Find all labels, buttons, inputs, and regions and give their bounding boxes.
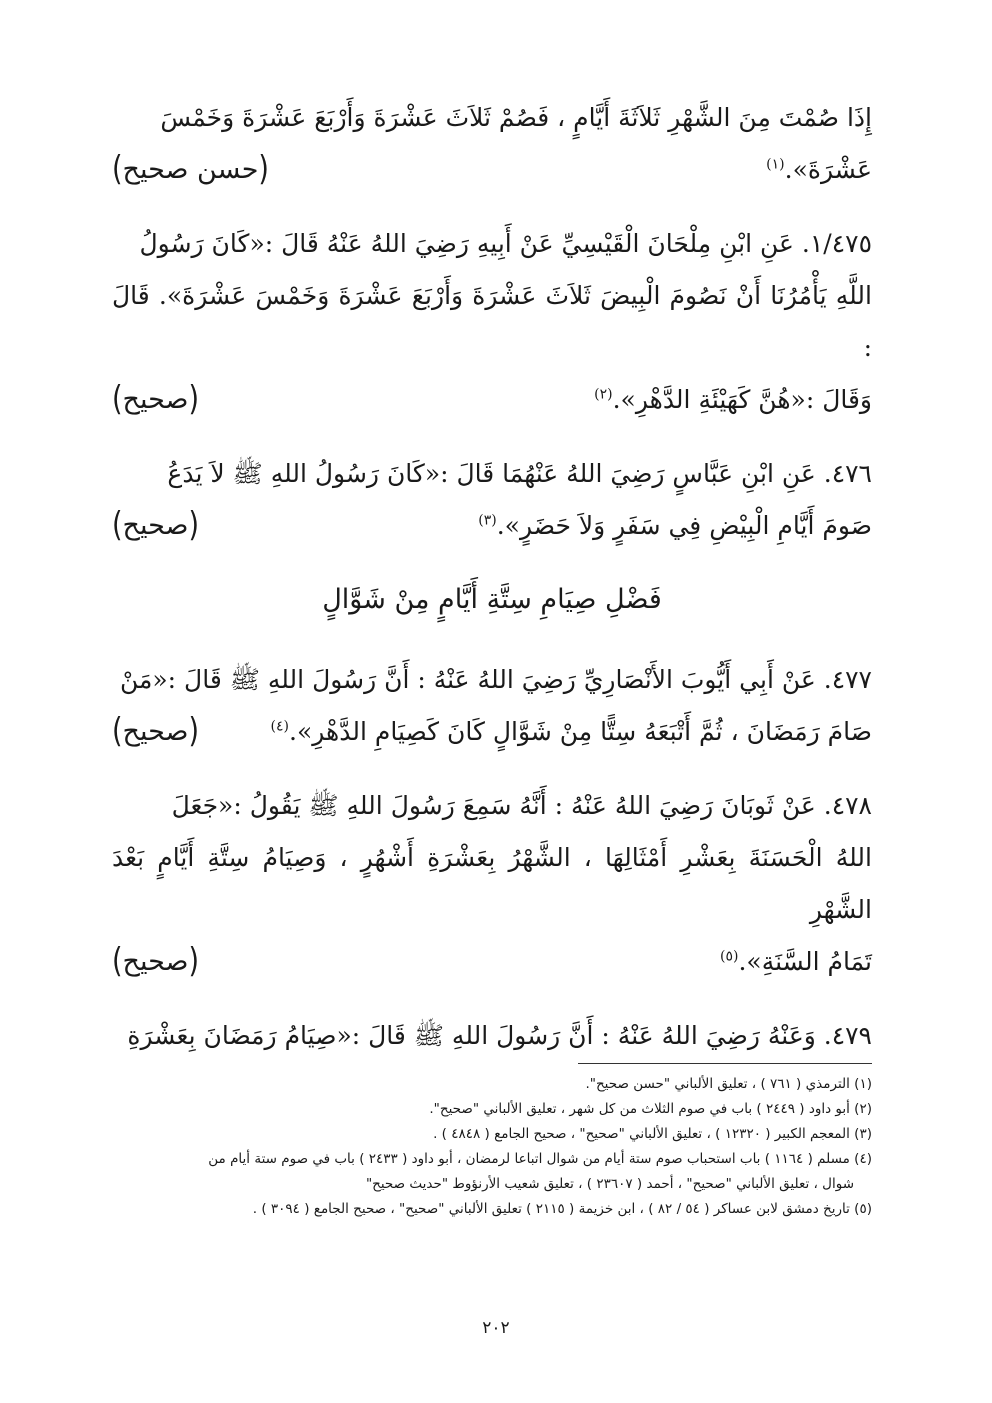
hadith-478 xyxy=(112,780,872,988)
grade-text: صحيح xyxy=(122,716,189,747)
footnote-1: (١) الترمذي ( ٧٦١ ) ، تعليق الألباني "حسن صحيح". xyxy=(585,1076,872,1092)
grade-text: حسن صحيح xyxy=(122,154,259,185)
footnote-4: (٤) مسلم ( ١١٦٤ ) باب استحباب صوم ستة أيام من شوال اتباعا لرمضان ، أبو داود ( ٢٤٣٣ ) باب في صوم ستة أيام من xyxy=(208,1151,872,1167)
text-line: إِذَا صُمْتَ مِنَ الشَّهْرِ ثَلاَثَةَ أَيَّامٍ ، فَصُمْ ثَلاَثَ عَشْرَةَ وَأَرْبَعَ عَشْرَةَ وَخَمْسَ xyxy=(160,103,872,132)
hadith-475 xyxy=(112,218,872,426)
footnote-ref[interactable]: (٤) xyxy=(270,718,289,735)
text-line xyxy=(112,144,872,196)
hadith-476 xyxy=(112,448,872,552)
text-line: ١/٤٧٥. عَنِ ابْنِ مِلْحَانَ الْقَيْسِيِّ عَنْ أَبِيهِ رَضِيَ اللهُ عَنْهُ قَالَ :«كَانَ رَسُولُ xyxy=(139,229,872,258)
text-line: ٤٧٦. عَنِ ابْنِ عَبَّاسٍ رَضِيَ اللهُ عَنْهُمَا قَالَ :«كَانَ رَسُولُ اللهِ ﷺ لاَ يَدَعُ xyxy=(167,459,872,488)
hadith-479 xyxy=(112,1010,872,1062)
text-line: اللهُ الْحَسَنَةَ بِعَشْرِ أَمْثَالِهَا ، الشَّهْرُ بِعَشْرَةِ أَشْهُرٍ ، وَصِيَامُ سِتَّةِ أَيَّامٍ بَعْدَ الشَّهْرِ xyxy=(112,843,872,924)
text-line xyxy=(112,936,872,988)
footnote-5: (٥) تاريخ دمشق لابن عساكر ( ٥٤ / ٨٢ ) ، ابن خزيمة ( ٢١١٥ ) تعليق الألباني "صحيح" ، صحيح الجامع ( ٣٠٩٤ ) . xyxy=(252,1201,872,1217)
footnote-3: (٣) المعجم الكبير ( ١٢٣٢٠ ) ، تعليق الألباني "صحيح" ، صحيح الجامع ( ٤٨٤٨ ) . xyxy=(433,1126,872,1142)
footnote-ref[interactable]: (١) xyxy=(766,156,785,173)
text-line xyxy=(112,706,872,758)
grade-label: (حسن صحيح) xyxy=(112,150,269,189)
page-number: ٢٠٢ xyxy=(482,1318,510,1338)
text-line-content: وَقَالَ :«هُنَّ كَهَيْئَةِ الدَّهْرِ». xyxy=(612,385,872,414)
hadith-top xyxy=(112,92,872,196)
footnote-ref[interactable]: (٣) xyxy=(478,512,497,529)
footnote-ref[interactable]: (٢) xyxy=(594,386,613,403)
footnotes xyxy=(112,1072,872,1222)
text-line: ٤٧٩. وَعَنْهُ رَضِيَ اللهُ عَنْهُ : أَنَّ رَسُولَ اللهِ ﷺ قَالَ :«صِيَامُ رَمَضَانَ بِعَشْرَةِ xyxy=(127,1021,872,1050)
footnote-divider xyxy=(578,1063,872,1064)
text-line-content: صَامَ رَمَضَانَ ، ثُمَّ أَتْبَعَهُ سِتًّا مِنْ شَوَّالٍ كَانَ كَصِيَامِ الدَّهْرِ». xyxy=(289,717,872,746)
text-line xyxy=(112,374,872,426)
footnote-2: (٢) أبو داود ( ٢٤٤٩ ) باب في صوم الثلاث من كل شهر ، تعليق الألباني "صحيح". xyxy=(429,1101,872,1117)
footnote-4-continued: شوال ، تعليق الألباني "صحيح" ، أحمد ( ٢٣٦٠٧ ) ، تعليق شعيب الأرنؤوط "حديث صحيح" xyxy=(365,1176,854,1192)
grade-text: صحيح xyxy=(122,384,189,415)
text-line-content: تَمَامُ السَّنَةِ». xyxy=(738,947,872,976)
section-heading: فَضْلِ صِيَامِ سِتَّةِ أَيَّامٍ مِنْ شَوَّالٍ xyxy=(322,584,662,615)
main-text xyxy=(112,92,872,1084)
text-line xyxy=(112,500,872,552)
text-line: اللَّهِ يَأْمُرُنَا أَنْ نَصُومَ الْبِيضَ ثَلاَثَ عَشْرَةَ وَأَرْبَعَ عَشْرَةَ وَخَمْسَ عَشْرَةَ». قَالَ : xyxy=(112,281,872,362)
text-line-content: صَومَ أَيَّامِ الْبِيْضِ فِي سَفَرٍ وَلاَ حَضَرٍ». xyxy=(496,511,872,540)
grade-text: صحيح xyxy=(122,510,189,541)
grade-label: (صحيح) xyxy=(112,506,200,545)
grade-text: صحيح xyxy=(122,946,189,977)
text-line: ٤٧٨. عَنْ ثَوبَانَ رَضِيَ اللهُ عَنْهُ : أَنَّهُ سَمِعَ رَسُولَ اللهِ ﷺ يَقُولُ :«جَعَلَ xyxy=(171,791,872,820)
grade-label: (صحيح) xyxy=(112,712,200,751)
grade-label: (صحيح) xyxy=(112,942,200,981)
text-line: ٤٧٧. عَنْ أَبِي أَيُّوبَ الأَنْصَارِيِّ رَضِيَ اللهُ عَنْهُ : أَنَّ رَسُولَ اللهِ ﷺ قَالَ :«مَنْ xyxy=(119,665,872,694)
footnote-ref[interactable]: (٥) xyxy=(720,948,739,965)
hadith-477 xyxy=(112,654,872,758)
text-line-content: عَشْرَةَ». xyxy=(784,155,872,184)
grade-label: (صحيح) xyxy=(112,380,200,419)
